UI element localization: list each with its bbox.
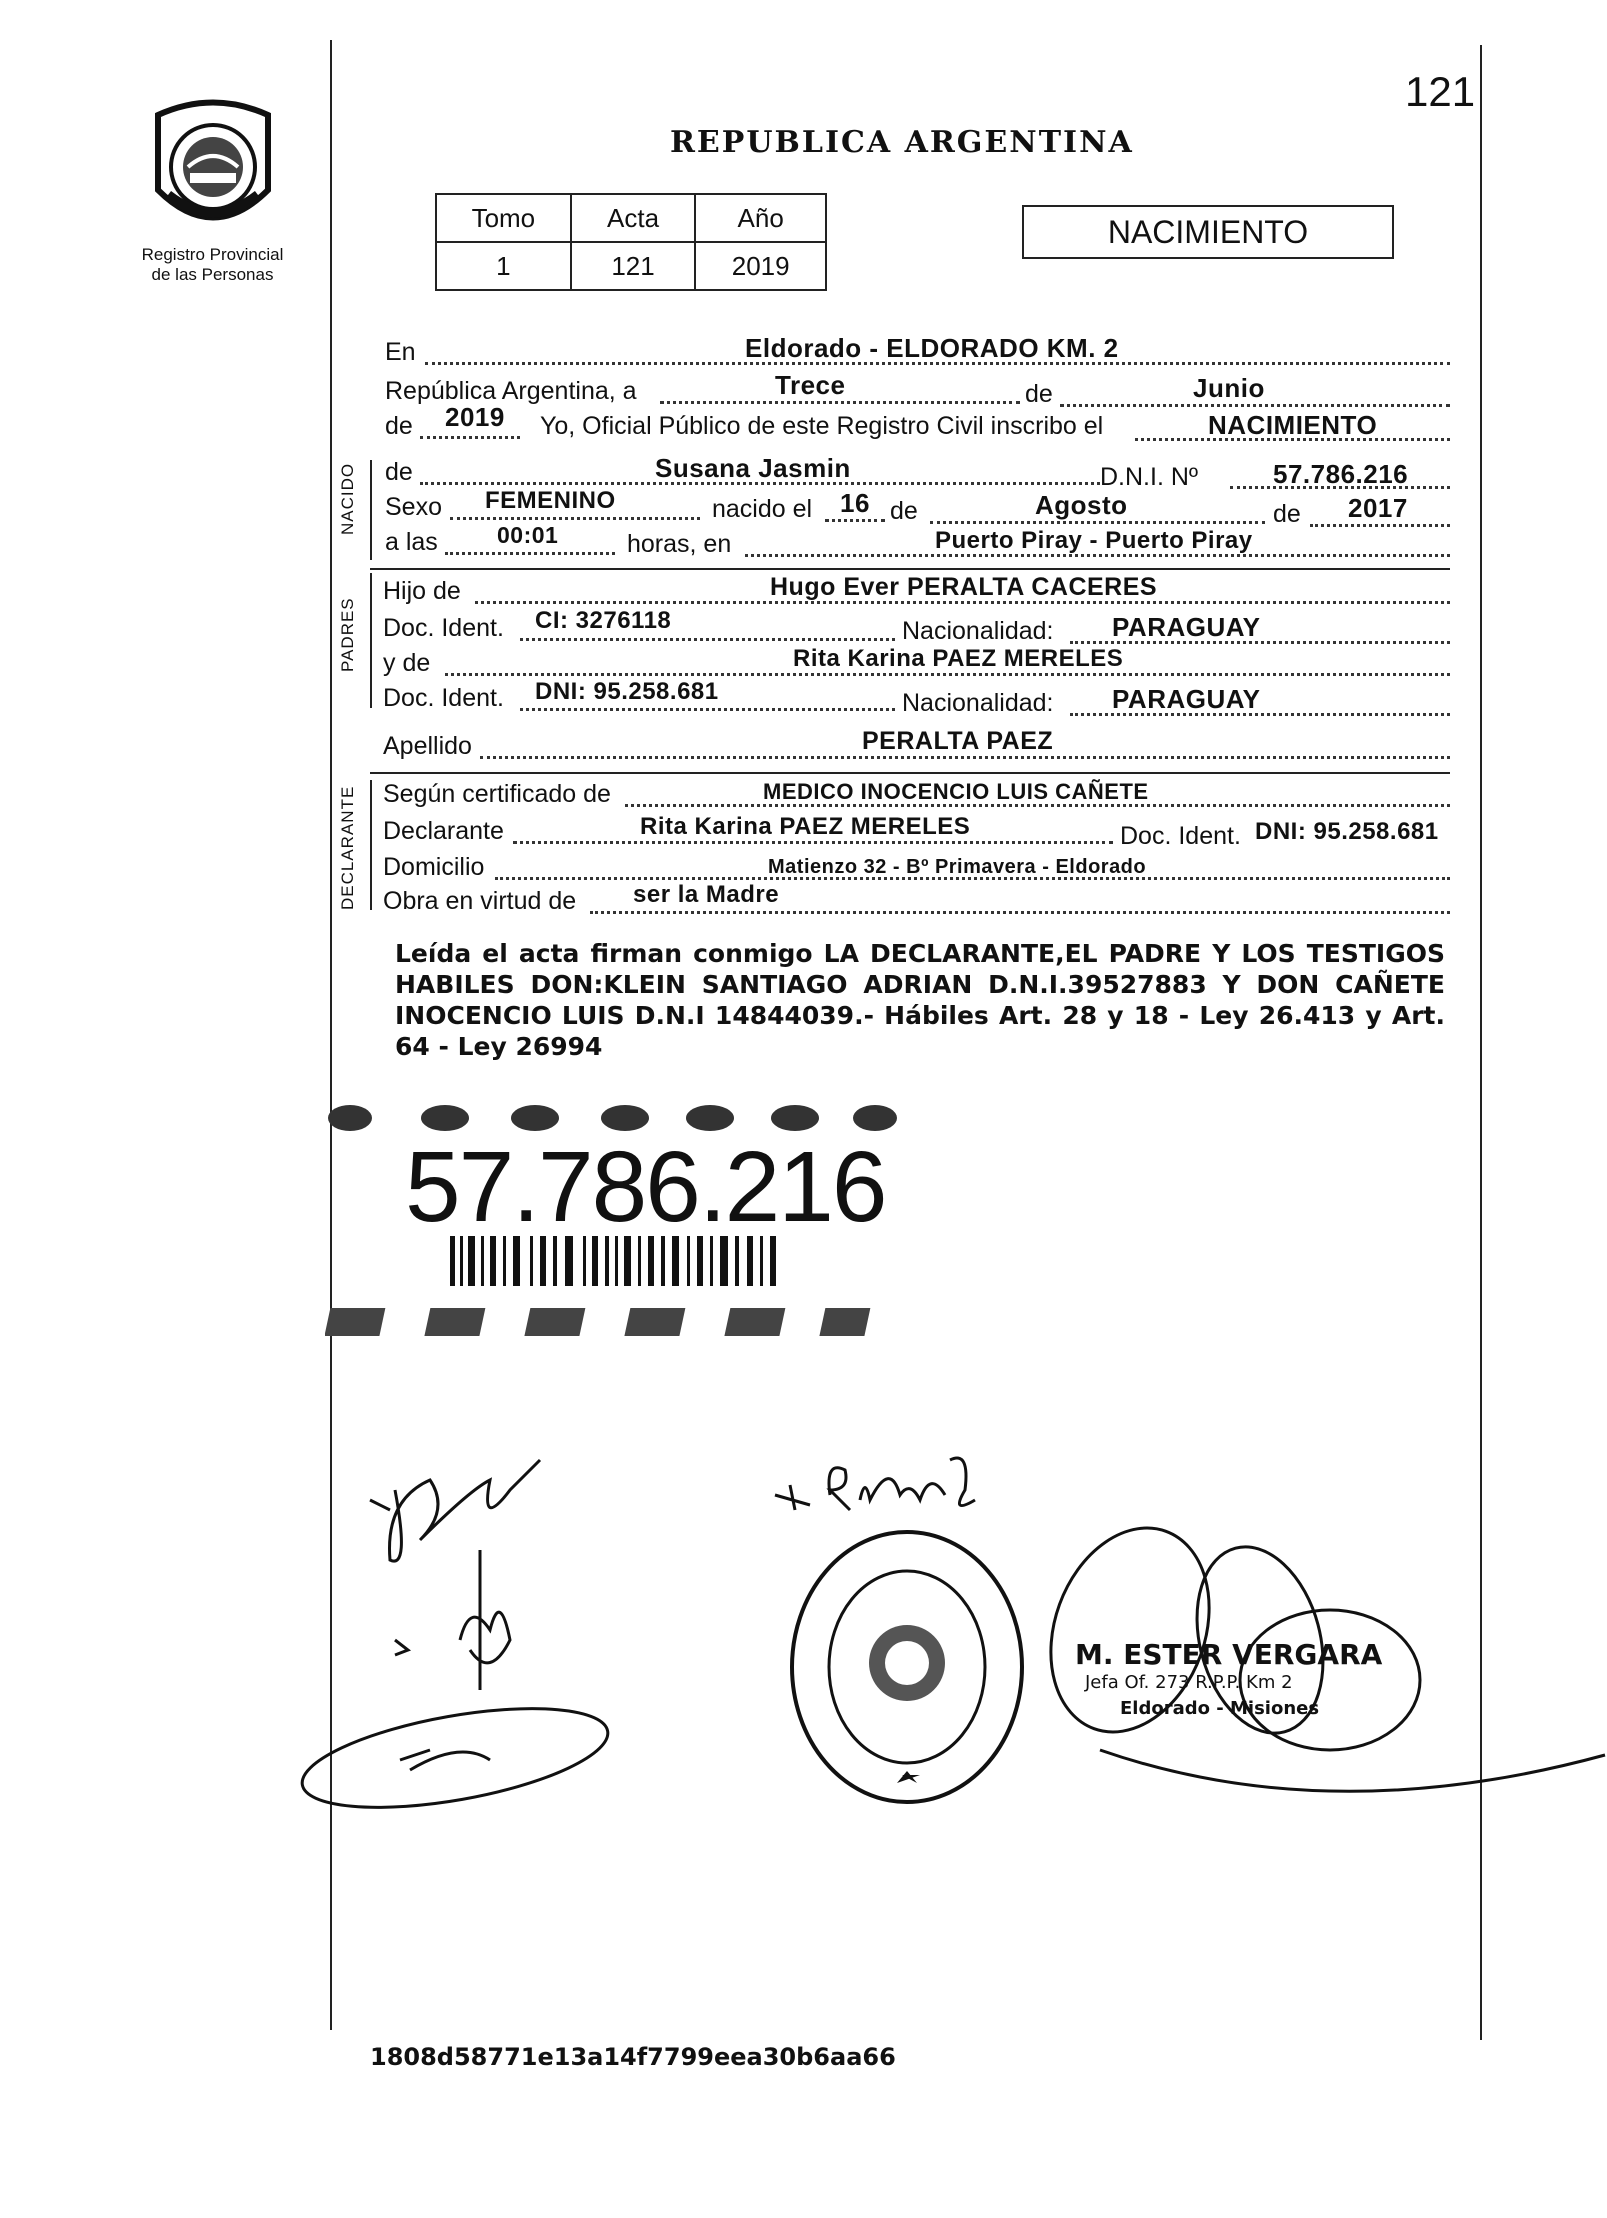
- value-ano: 2019: [695, 242, 826, 290]
- father-signature: [290, 1440, 620, 1820]
- dots: [1060, 404, 1450, 407]
- dots: [1310, 524, 1450, 527]
- separator-2: [370, 772, 1450, 774]
- label-segun: Según certificado de: [383, 780, 611, 808]
- label-docident2: Doc. Ident.: [383, 684, 504, 712]
- registry-name: Registro Provincial de las Personas: [141, 245, 284, 284]
- value-acta: 121: [571, 242, 696, 290]
- side-label-declarante: DECLARANTE: [338, 785, 357, 910]
- label-domicilio: Domicilio: [383, 853, 485, 881]
- record-table: [435, 193, 827, 291]
- value-tomo: 1: [436, 242, 571, 290]
- dots: [660, 401, 1020, 404]
- header-tomo: Tomo: [436, 194, 571, 242]
- father-value: Hugo Ever PERALTA CACERES: [770, 573, 1158, 601]
- dots: [480, 756, 1450, 759]
- label-apellido: Apellido: [383, 732, 472, 760]
- label-yde: y de: [383, 649, 431, 677]
- dots: [445, 552, 615, 555]
- surname-value: PERALTA PAEZ: [862, 727, 1054, 755]
- label-de: de: [1025, 380, 1053, 408]
- reason-value: ser la Madre: [633, 881, 780, 908]
- label-obra: Obra en virtud de: [383, 887, 577, 915]
- father-doc-value: CI: 3276118: [535, 607, 672, 634]
- declarant-doc-value: DNI: 95.258.681: [1255, 818, 1439, 845]
- padres-bracket: [370, 573, 372, 708]
- dots: [445, 673, 1450, 676]
- label-nacido: nacido el: [712, 495, 813, 523]
- label-de2: de: [385, 412, 413, 440]
- official-location: Eldorado - Misiones: [1120, 1698, 1320, 1719]
- label-declarante: Declarante: [383, 817, 504, 845]
- side-label-padres: PADRES: [338, 597, 357, 672]
- certificate-value: MEDICO INOCENCIO LUIS CAÑETE: [763, 779, 1149, 804]
- label-republica: República Argentina, a: [385, 377, 637, 405]
- month-value: Junio: [1193, 373, 1265, 403]
- label-oficial: Yo, Oficial Público de este Registro Civil inscribo el: [540, 412, 1104, 440]
- sexo-value: FEMENINO: [485, 487, 616, 514]
- declarante-bracket: [370, 780, 372, 910]
- dots: [520, 638, 895, 641]
- label-alas: a las: [385, 528, 438, 556]
- year-value: 2019: [445, 402, 505, 432]
- official-name: M. ESTER VERGARA: [1075, 1638, 1383, 1671]
- header-ano: Año: [695, 194, 826, 242]
- mother-nat-value: PARAGUAY: [1112, 684, 1261, 714]
- side-label-nacido: NACIDO: [338, 462, 357, 535]
- dots: [930, 521, 1265, 524]
- label-en: En: [385, 338, 416, 366]
- label-de3: de: [385, 458, 413, 486]
- father-nat-value: PARAGUAY: [1112, 612, 1261, 642]
- label-dni: D.N.I. Nº: [1100, 463, 1199, 491]
- act-value: NACIMIENTO: [1208, 410, 1378, 440]
- label-docident: Doc. Ident.: [383, 614, 504, 642]
- country-title: REPUBLICA ARGENTINA: [670, 125, 1134, 160]
- act-type-box: NACIMIENTO: [1022, 205, 1394, 259]
- mother-value: Rita Karina PAEZ MERELES: [793, 645, 1124, 672]
- header-acta: Acta: [571, 194, 696, 242]
- address-value: Matienzo 32 - Bº Primavera - Eldorado: [768, 856, 1147, 878]
- label-de5: de: [1273, 500, 1301, 528]
- mother-doc-value: DNI: 95.258.681: [535, 678, 719, 705]
- legal-text: Leída el acta firman conmigo LA DECLARANTE,EL PADRE Y LOS TESTIGOS HABILES DON:KLEIN SANTIAGO ADRIAN D.N.I.39527883 Y DON CAÑETE INOCENCIO LUIS D.N.I 14844039.- Hábiles Art. 28 y 18 - Ley 26.413 y Art. 64 - Ley 26994: [395, 939, 1445, 1061]
- dots: [520, 708, 895, 711]
- birth-time-value: 00:01: [497, 522, 559, 548]
- dots: [513, 841, 1113, 844]
- day-value: Trece: [775, 370, 846, 400]
- nacido-bracket: [370, 460, 372, 560]
- label-nacionalidad2: Nacionalidad:: [902, 689, 1054, 717]
- birth-place-value: Puerto Piray - Puerto Piray: [935, 527, 1253, 554]
- birth-year-value: 2017: [1348, 493, 1408, 523]
- birth-month-value: Agosto: [1035, 490, 1128, 520]
- dots: [590, 911, 1450, 914]
- name-value: Susana Jasmin: [655, 453, 851, 483]
- label-hijo: Hijo de: [383, 577, 461, 605]
- province-logo: [148, 95, 278, 245]
- page-number: 121: [1405, 68, 1476, 115]
- dots: [450, 517, 700, 520]
- birth-day-value: 16: [840, 488, 870, 518]
- document-hash: 1808d58771e13a14f7799eea30b6aa66: [370, 2043, 896, 2071]
- official-title: Jefa Of. 273 R.P.P. Km 2: [1085, 1672, 1293, 1693]
- label-horas: horas, en: [627, 530, 732, 558]
- label-docident3: Doc. Ident.: [1120, 822, 1241, 850]
- declarant-value: Rita Karina PAEZ MERELES: [640, 813, 971, 840]
- separator-1: [370, 568, 1450, 570]
- label-nacionalidad: Nacionalidad:: [902, 617, 1054, 645]
- dots: [825, 519, 885, 522]
- label-de4: de: [890, 497, 918, 525]
- label-sexo: Sexo: [385, 493, 442, 521]
- place-value: Eldorado - ELDORADO KM. 2: [745, 333, 1119, 363]
- sticker-number: 57.786.216: [405, 1131, 886, 1243]
- dni-value: 57.786.216: [1273, 459, 1409, 489]
- dots: [420, 436, 520, 439]
